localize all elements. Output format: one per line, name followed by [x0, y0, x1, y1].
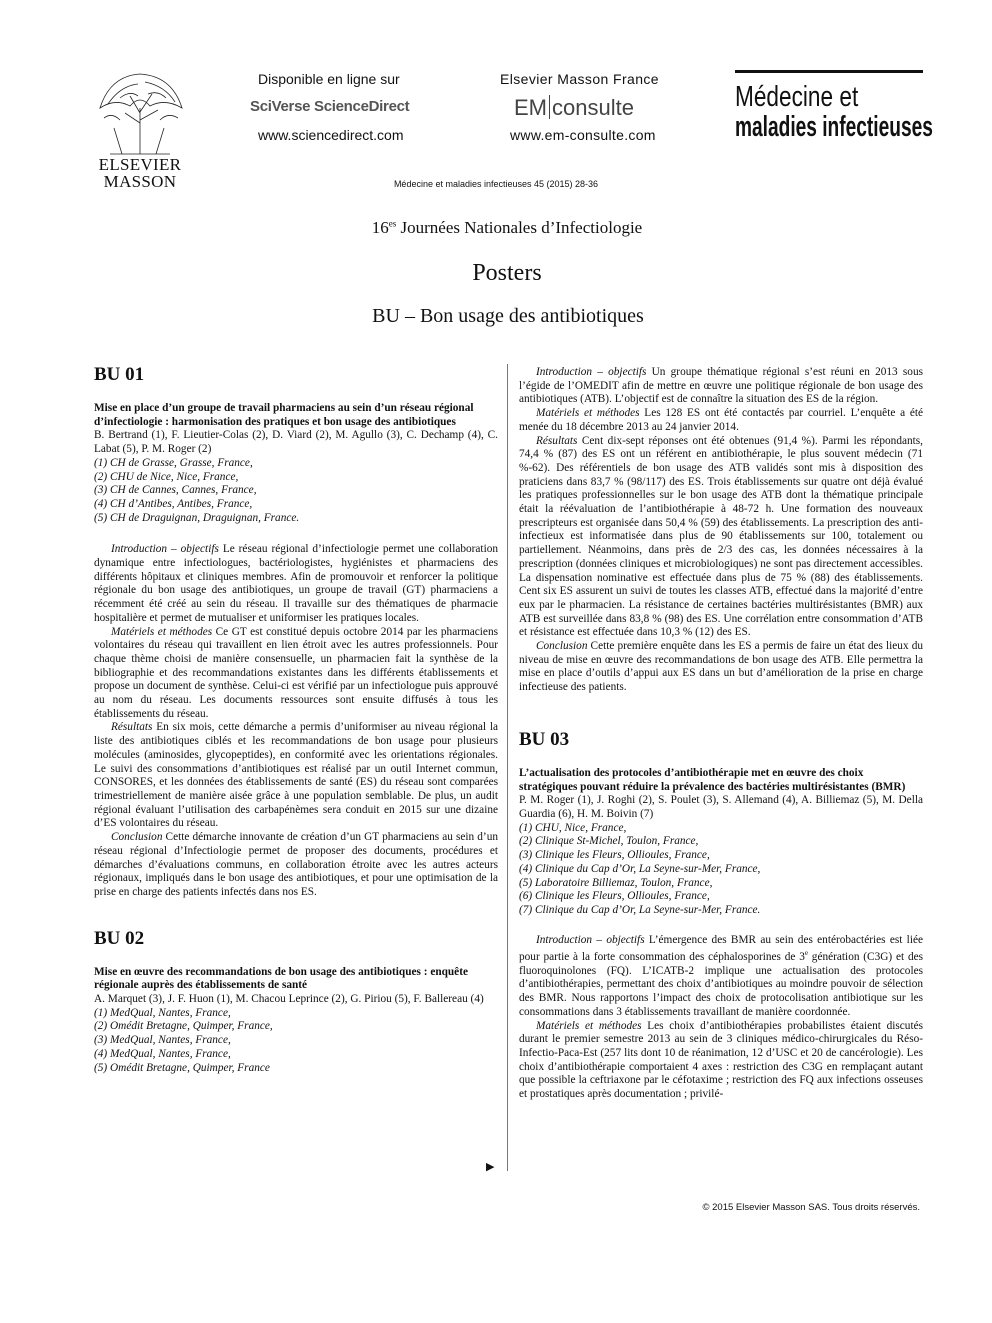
bu02-authors: A. Marquet (3), J. F. Huon (1), M. Chacou Leprince (2), G. Piriou (5), F. Ballereau (4) — [94, 993, 484, 1006]
bu03-intro-text-a: L’émergence des BMR au sein des entérobactéries est liée pour partie à la forte consommation des céphalosporines de 3 — [519, 933, 923, 964]
left-column — [94, 364, 498, 1075]
bu01-intro — [94, 543, 498, 625]
bu02-affiliation: (1) MedQual, Nantes, France, — [94, 1006, 231, 1019]
bu03-id: BU 03 — [519, 728, 570, 750]
bu02-methods-label: Matériels et méthodes — [536, 407, 640, 420]
em-consulte-logo — [514, 95, 634, 121]
section-title: Posters — [472, 260, 542, 286]
bu03-affiliation: (3) Clinique les Fleurs, Ollioules, France, — [519, 849, 710, 862]
bu03-methods-label: Matériels et méthodes — [536, 1019, 642, 1032]
bu01-affiliation: (2) CHU de Nice, Nice, France, — [94, 470, 239, 483]
bu01-title: Mise en place d’un groupe de travail pharmaciens au sein d’un réseau régional d’infectiologie : harmonisation des pratiques et bon usage des antibiotiques — [94, 402, 474, 428]
bu03-authors: P. M. Roger (1), J. Roghi (2), S. Poulet (3), S. Allemand (4), A. Billiemaz (5), M. Della Guardia (6), H. M. Boivin (7) — [519, 794, 923, 820]
em-publisher: Elsevier Masson France — [500, 71, 659, 87]
bu02-affiliations — [94, 1007, 498, 1076]
bu01-methods — [94, 626, 498, 722]
bu01-results-label: Résultats — [111, 721, 153, 734]
bu02-conclusion-text: Cette première enquête dans les ES a permis de faire un état des lieux du niveau de mise en œuvre des recommandations de bon usage des ATB. Elle permettra la mise en place d’outils d’appui aux ES dans un but d’amélioration de la prise en charge infectieuse des patients. — [519, 640, 923, 694]
bu02-results-label: Résultats — [536, 434, 578, 447]
bu02-methods — [519, 407, 923, 434]
bu01-id: BU 01 — [94, 364, 145, 385]
bu03-affiliation: (2) Clinique St-Michel, Toulon, France, — [519, 835, 699, 848]
bu02-results-text: Cent dix-sept réponses ont été obtenues (91,4 %). Parmi les répondants, 74,4 % (87) des ES ont un référent en antibiothérapie, le plus souvent médecin (71 %-62). Des référentiels de bon usage des ATB validés sont mis à disposition des praticiens dans 83,7 % (98/117) des ES. Trois établissements sur quatre ont déjà évalué les pratiques professionnelles sur le bon usage des ATB dont la thématique principale était la réévaluation de l’antibiothérapie à 48-72 h. Une formation des nouveaux prescripteurs est organisée dans 50,4 % (59) des établissements. La prescription des anti-infectieux est informatisée dans plus de 90 établissements sur 100, totalement ou partiellement. Néanmoins, dans près de 2/3 des cas, les données nécessaires à la prescription (données cliniques et microbiologiques) ne sont pas directement accessibles. La dispensation nominative est effectuée dans plus de 75 % (88) des établissements. Cent six ES assurent un suivi de toutes les classes ATB, effectué dans la majorité d’entre eux par le pharmacien. La résistance de certaines bactéries multirésistantes (BMR) aux ATB est surveillée dans 83,8 % (98) des ES. Une corrélation entre consommation d’ATB et résistance est effectuée dans 10,3 % (12) des ES. — [519, 434, 923, 639]
bu01-conclusion-text: Cette démarche innovante de création d’un GT pharmaciens au sein d’un réseau régional d’Infectiologie permet de proposer des documents, procédures et démarches d’évaluations communs, en collaboration étroite avec les autres acteurs régionaux, impliqués dans le bon usage des antibiotiques, et pour une optimisation de la prise en charge des patients infectés dans nos ES. — [94, 831, 498, 898]
bu01-affiliation: (3) CH de Cannes, Cannes, France, — [94, 484, 257, 497]
section-subtitle: BU – Bon usage des antibiotiques — [372, 305, 644, 327]
bu01-intro-text: Le réseau régional d’infectiologie permet une collaboration dynamique entre infectiologues, bactériologistes, hygiénistes et pharmaciens des différents hôpitaux et cliniques membres. Afin de promouvoir et renforcer la politique régionale du bon usage des antibiotiques, un groupe de travail (GT) pharmaciens a récemment été créé au sein du réseau. Il travaille sur des thématiques de pharmacie hospitalière et permet de mutualiser et uniformiser les pratiques locales. — [94, 543, 499, 624]
citation: Médecine et maladies infectieuses 45 (2015) 28-36 — [393, 179, 599, 189]
bu02-results — [519, 435, 923, 641]
bu03-affiliation: (4) Clinique du Cap d’Or, La Seyne-sur-Mer, France, — [519, 862, 761, 875]
journal-line2: maladies infectieuses — [735, 111, 933, 143]
bu01-intro-label: Introduction – objectifs — [111, 543, 219, 556]
copyright: © 2015 Elsevier Masson SAS. Tous droits réservés. — [702, 1202, 920, 1213]
bu01-results-text: En six mois, cette démarche a permis d’uniformiser au niveau régional la liste des antibiotiques ciblés et les recommandations de bon usage pour plusieurs molécules (aminosides, glycopeptides), en conformité avec les orientations régionales. Le suivi des consommations d’antibiotiques est réalisé par un outil Internet commun, CONSORES, et les données des établissements de santé (ES) du réseau sont comparées trimestriellement de manière aisée grâce à une population semblable. De plus, un audit régional évaluant l’utilisation des carbapénèmes sera conduit en 2015 sur une dizaine d’ES volontaires du réseau. — [94, 721, 498, 830]
journal-top-rule — [735, 70, 923, 73]
bu02-intro — [519, 366, 923, 407]
bu02-affiliation: (2) Omédit Bretagne, Quimper, France, — [94, 1020, 273, 1033]
em-logo-right: consulte — [552, 95, 634, 120]
bu01-authors: B. Bertrand (1), F. Lieutier-Colas (2), D. Viard (2), M. Agullo (3), C. Dechamp (4), C. Labat (5), P. M. Roger (2) — [94, 429, 498, 456]
bu03-methods — [519, 1020, 923, 1102]
bu03-affiliation: (7) Clinique du Cap d’Or, La Seyne-sur-Mer, France. — [519, 903, 761, 916]
bu01-results — [94, 721, 498, 831]
bu03-intro-text-b: génération (C3G) et des fluoroquinolones (FQ). L’ICATB-2 implique une actualisation des protocoles d’antibiothérapies, permettant des choix d’antibiotiques au moindre pouvoir de sélection des BMR. Nous rapportons l’impact des choix de protocolisation antibiotique sur les consommations dans 3 établissements travaillant de manière coordonnée. — [519, 951, 923, 1018]
elsevier-tree-logo — [90, 68, 190, 156]
bu03-intro — [519, 934, 923, 1020]
bu01-conclusion — [94, 831, 498, 900]
bu02-id: BU 02 — [94, 927, 145, 949]
bu03-methods-text: Les choix d’antibiothérapies probabilistes étaient discutés durant le premier semestre 2013 au sein de 3 cliniques médico-chirurgicales du Réso-Infectio-Paca-Est (257 lits dont 10 de réanimation, 12 d’USC et 20 de cancérologie). Les choix d’antibiothérapie comportaient 4 axes : restriction des C3G en remplaçant autant que possible la ceftriaxone par le céfotaxime ; restriction des FQ aux infections osseuses et prostatiques après documentation ; privilé- — [519, 1019, 924, 1101]
bu01-affiliation: (1) CH de Grasse, Grasse, France, — [94, 456, 253, 469]
online-available: Disponible en ligne sur — [258, 71, 400, 87]
sciverse-logo: SciVerse ScienceDirect — [250, 98, 410, 115]
bu02-affiliation: (5) Omédit Bretagne, Quimper, France — [94, 1061, 270, 1074]
continue-arrow-icon: ▶ — [486, 1161, 495, 1173]
right-column — [519, 366, 923, 1102]
bu02-affiliation: (4) MedQual, Nantes, France, — [94, 1047, 231, 1060]
bu01-conclusion-label: Conclusion — [111, 831, 163, 844]
bu03-affiliation: (6) Clinique les Fleurs, Ollioules, France, — [519, 890, 710, 903]
bu01-methods-text: Ce GT est constitué depuis octobre 2014 par les pharmaciens volontaires du réseau qui travaillent en lien étroit avec les autres professionnels. Pour chaque thème choisi de manière consensuelle, un pharmacien fait la synthèse de la bibliographie et des recommandations existantes dans les différents établissements et propose un document de synthèse. Celui-ci est vérifié par un infectiologue puis approuvé au nom du réseau. Les documents ressources sont ensuite diffusés à tous les établissements du réseau. — [94, 625, 498, 720]
bu01-methods-label: Matériels et méthodes — [111, 625, 213, 638]
publisher-line2: MASSON — [103, 172, 177, 191]
bu02-intro-text: Un groupe thématique régional s’est réuni en 2013 sous l’égide de l’OMEDIT afin de mettre en œuvre une politique régionale de bon usage des antibiotiques (ATB). L’objectif est de connaître la situation des ES de la région. — [519, 366, 923, 406]
bu03-title: L’actualisation des protocoles d’antibiothérapie met en œuvre des choix stratégiques pouvant réduire la prévalence des bactéries multirésistantes (BMR) — [519, 766, 906, 793]
meeting-name: Journées Nationales d’Infectiologie — [396, 218, 643, 237]
column-divider — [507, 364, 508, 1171]
bu01-affiliation: (4) CH d’Antibes, Antibes, France, — [94, 497, 253, 510]
meeting-number: 16 — [371, 218, 389, 237]
bu01-affiliations — [94, 457, 498, 526]
bu01-affiliation: (5) CH de Draguignan, Draguignan, France. — [94, 511, 300, 524]
journal-line1: Médecine et — [735, 81, 859, 113]
bu03-affiliation: (5) Laboratoire Billiemaz, Toulon, France, — [519, 876, 713, 889]
bu03-affiliations — [519, 822, 923, 918]
em-logo-divider — [549, 95, 550, 119]
tree-icon — [90, 68, 190, 156]
bu03-intro-sup: e — [804, 949, 808, 958]
journal-logo — [735, 82, 935, 142]
bu02-methods-text: Les 128 ES ont été contactés par courriel. L’enquête a été menée du 18 décembre 2013 au 24 janvier 2014. — [519, 407, 923, 433]
sciencedirect-url[interactable]: www.sciencedirect.com — [258, 127, 404, 143]
bu03-intro-label: Introduction – objectifs — [536, 933, 645, 946]
em-logo-left: EM — [514, 95, 547, 120]
bu02-title: Mise en œuvre des recommandations de bon usage des antibiotiques : enquête régionale auprès des établissements de santé — [94, 965, 468, 992]
bu02-conclusion-label: Conclusion — [536, 640, 588, 653]
bu03-affiliation: (1) CHU, Nice, France, — [519, 821, 627, 834]
meeting-title — [0, 218, 992, 238]
em-url[interactable]: www.em-consulte.com — [510, 127, 656, 143]
publisher-line1: ELSEVIER — [98, 155, 182, 174]
bu02-intro-label: Introduction – objectifs — [536, 366, 647, 378]
bu02-affiliation: (3) MedQual, Nantes, France, — [94, 1034, 231, 1047]
bu02-conclusion — [519, 640, 923, 695]
meeting-sup: es — [388, 218, 397, 229]
